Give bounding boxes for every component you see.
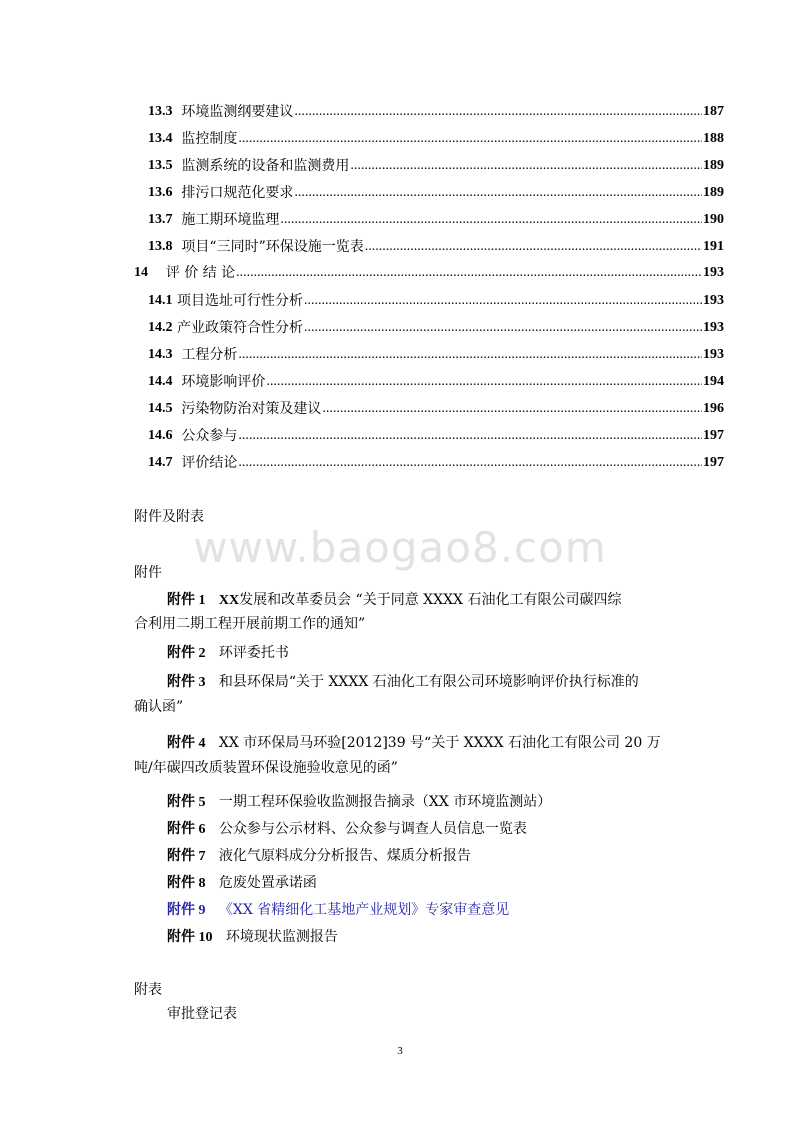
toc-page: 196 <box>703 401 724 416</box>
toc-page: 188 <box>703 131 724 146</box>
toc-leader <box>238 129 702 149</box>
toc-number: 13.3 <box>148 104 173 119</box>
toc-title: 项目选址可行性分析 <box>176 293 303 309</box>
attachment-9-link[interactable] <box>167 900 509 921</box>
toc-title: 污染物防治对策及建议 <box>181 401 322 417</box>
approval-registration-form[interactable]: 审批登记表 <box>167 1006 237 1022</box>
toc-page: 187 <box>703 104 724 119</box>
toc-entry-14-4[interactable] <box>148 370 724 392</box>
attachment-text: 公众参与公示材料、公众参与调查人员信息一览表 <box>218 821 527 837</box>
attachment-label: 附件 8 <box>167 876 206 891</box>
toc-entry-14-7[interactable] <box>148 451 724 473</box>
toc-number: 14.3 <box>148 347 173 362</box>
attachment-6[interactable] <box>167 819 527 840</box>
toc-title: 评价结论 <box>181 455 238 471</box>
attachment-3[interactable] <box>167 672 639 693</box>
toc-leader <box>304 318 702 338</box>
toc-leader <box>304 291 702 311</box>
toc-title: 施工期环境监理 <box>181 212 280 228</box>
toc-entry-13-3[interactable] <box>148 100 724 122</box>
attachment-7[interactable] <box>167 846 471 867</box>
toc-entry-13-8[interactable] <box>148 235 724 257</box>
attachment-label: 附件 5 <box>167 795 206 810</box>
toc-entry-13-4[interactable] <box>148 127 724 149</box>
attachment-text: 和县环保局“关于 XXXX 石油化工有限公司环境影响评价执行标准的 <box>218 674 639 690</box>
toc-entry-14-6[interactable] <box>148 424 724 446</box>
toc-entry-13-5[interactable] <box>148 154 724 176</box>
attachment-label: 附件 3 <box>167 675 206 690</box>
attachment-3-continued: 确认函” <box>134 699 184 715</box>
toc-leader <box>350 156 702 176</box>
toc-leader <box>238 453 702 473</box>
appendix-heading: 附件及附表 <box>134 509 204 525</box>
toc-leader <box>236 263 702 283</box>
toc-number: 13.7 <box>148 212 173 227</box>
page-number: 3 <box>397 1045 403 1057</box>
toc-number: 14.4 <box>148 374 173 389</box>
attachment-org: XX <box>218 593 240 608</box>
toc-page: 189 <box>703 185 724 200</box>
attachment-text: 一期工程环保验收监测报告摘录（XX 市环境监测站） <box>218 794 552 810</box>
toc-entry-13-6[interactable] <box>148 181 724 203</box>
toc-page: 197 <box>703 428 724 443</box>
attachment-label: 附件 9 <box>167 903 206 918</box>
toc-leader <box>322 399 702 419</box>
tables-heading: 附表 <box>134 982 162 998</box>
toc-number: 14.7 <box>148 455 173 470</box>
toc-entry-14-5[interactable] <box>148 397 724 419</box>
toc-page: 191 <box>703 239 724 254</box>
toc-page: 193 <box>703 293 724 308</box>
toc-title: 监控制度 <box>181 131 238 147</box>
toc-page: 193 <box>703 320 724 335</box>
toc-number: 13.6 <box>148 185 173 200</box>
attachment-1-continued: 合利用二期工程开展前期工作的通知” <box>134 616 366 632</box>
toc-number: 14.2 <box>148 320 173 335</box>
toc-number: 13.4 <box>148 131 173 146</box>
attachments-heading: 附件 <box>134 565 162 581</box>
toc-title: 工程分析 <box>181 347 238 363</box>
attachment-label: 附件 1 <box>167 593 206 608</box>
attachment-text: 液化气原料成分分析报告、煤质分析报告 <box>218 848 471 864</box>
toc-page: 197 <box>703 455 724 470</box>
attachment-label: 附件 7 <box>167 849 206 864</box>
toc-leader <box>294 183 702 203</box>
attachment-label: 附件 10 <box>167 930 213 945</box>
attachment-text: XX 市环保局马环验[2012]39 号“关于 XXXX 石油化工有限公司 20 万 <box>218 735 661 751</box>
toc-number: 13.5 <box>148 158 173 173</box>
toc-number: 14.6 <box>148 428 173 443</box>
toc-number: 14.5 <box>148 401 173 416</box>
toc-leader <box>266 372 702 392</box>
toc-entry-14[interactable] <box>134 261 724 283</box>
attachment-text: 环境现状监测报告 <box>225 929 338 945</box>
toc-page: 190 <box>703 212 724 227</box>
toc-leader <box>238 426 702 446</box>
attachment-text: 发展和改革委员会 “关于同意 XXXX 石油化工有限公司碳四综 <box>239 592 622 608</box>
toc-leader <box>365 237 702 257</box>
toc-number: 14.1 <box>148 293 173 308</box>
toc-title: 监测系统的设备和监测费用 <box>181 158 350 174</box>
attachment-4-continued: 吨/年碳四改质装置环保设施验收意见的函” <box>134 760 398 776</box>
attachment-2[interactable] <box>167 643 289 664</box>
toc-title: 产业政策符合性分析 <box>176 320 303 336</box>
toc-page: 193 <box>703 347 724 362</box>
toc-entry-13-7[interactable] <box>148 208 724 230</box>
toc-title: 评 价 结 论 <box>165 265 236 281</box>
toc-entry-14-2[interactable] <box>148 316 724 338</box>
attachment-text: 《XX 省精细化工基地产业规划》专家审查意见 <box>218 902 510 918</box>
toc-title: 公众参与 <box>181 428 238 444</box>
attachment-label: 附件 2 <box>167 646 206 661</box>
attachment-8[interactable] <box>167 873 317 894</box>
attachment-5[interactable] <box>167 792 551 813</box>
toc-number: 14 <box>134 265 148 280</box>
toc-number: 13.8 <box>148 239 173 254</box>
attachment-4[interactable] <box>167 733 661 754</box>
attachment-1[interactable] <box>167 590 621 611</box>
toc-title: 排污口规范化要求 <box>181 185 294 201</box>
toc-title: 环境监测纲要建议 <box>181 104 294 120</box>
attachment-text: 环评委托书 <box>218 645 289 661</box>
toc-page: 189 <box>703 158 724 173</box>
toc-page: 194 <box>703 374 724 389</box>
toc-leader <box>238 345 702 365</box>
toc-title: 项目“三同时”环保设施一览表 <box>181 239 364 255</box>
toc-page: 193 <box>703 265 724 280</box>
toc-leader <box>294 102 702 122</box>
toc-entry-14-3[interactable] <box>148 343 724 365</box>
attachment-10[interactable] <box>167 927 338 948</box>
toc-title: 环境影响评价 <box>181 374 266 390</box>
watermark: www.baogao8.com <box>193 523 607 572</box>
toc-entry-14-1[interactable] <box>148 289 724 311</box>
attachment-label: 附件 4 <box>167 736 206 751</box>
toc-leader <box>280 210 702 230</box>
attachment-text: 危废处置承诺函 <box>218 875 317 891</box>
attachment-label: 附件 6 <box>167 822 206 837</box>
